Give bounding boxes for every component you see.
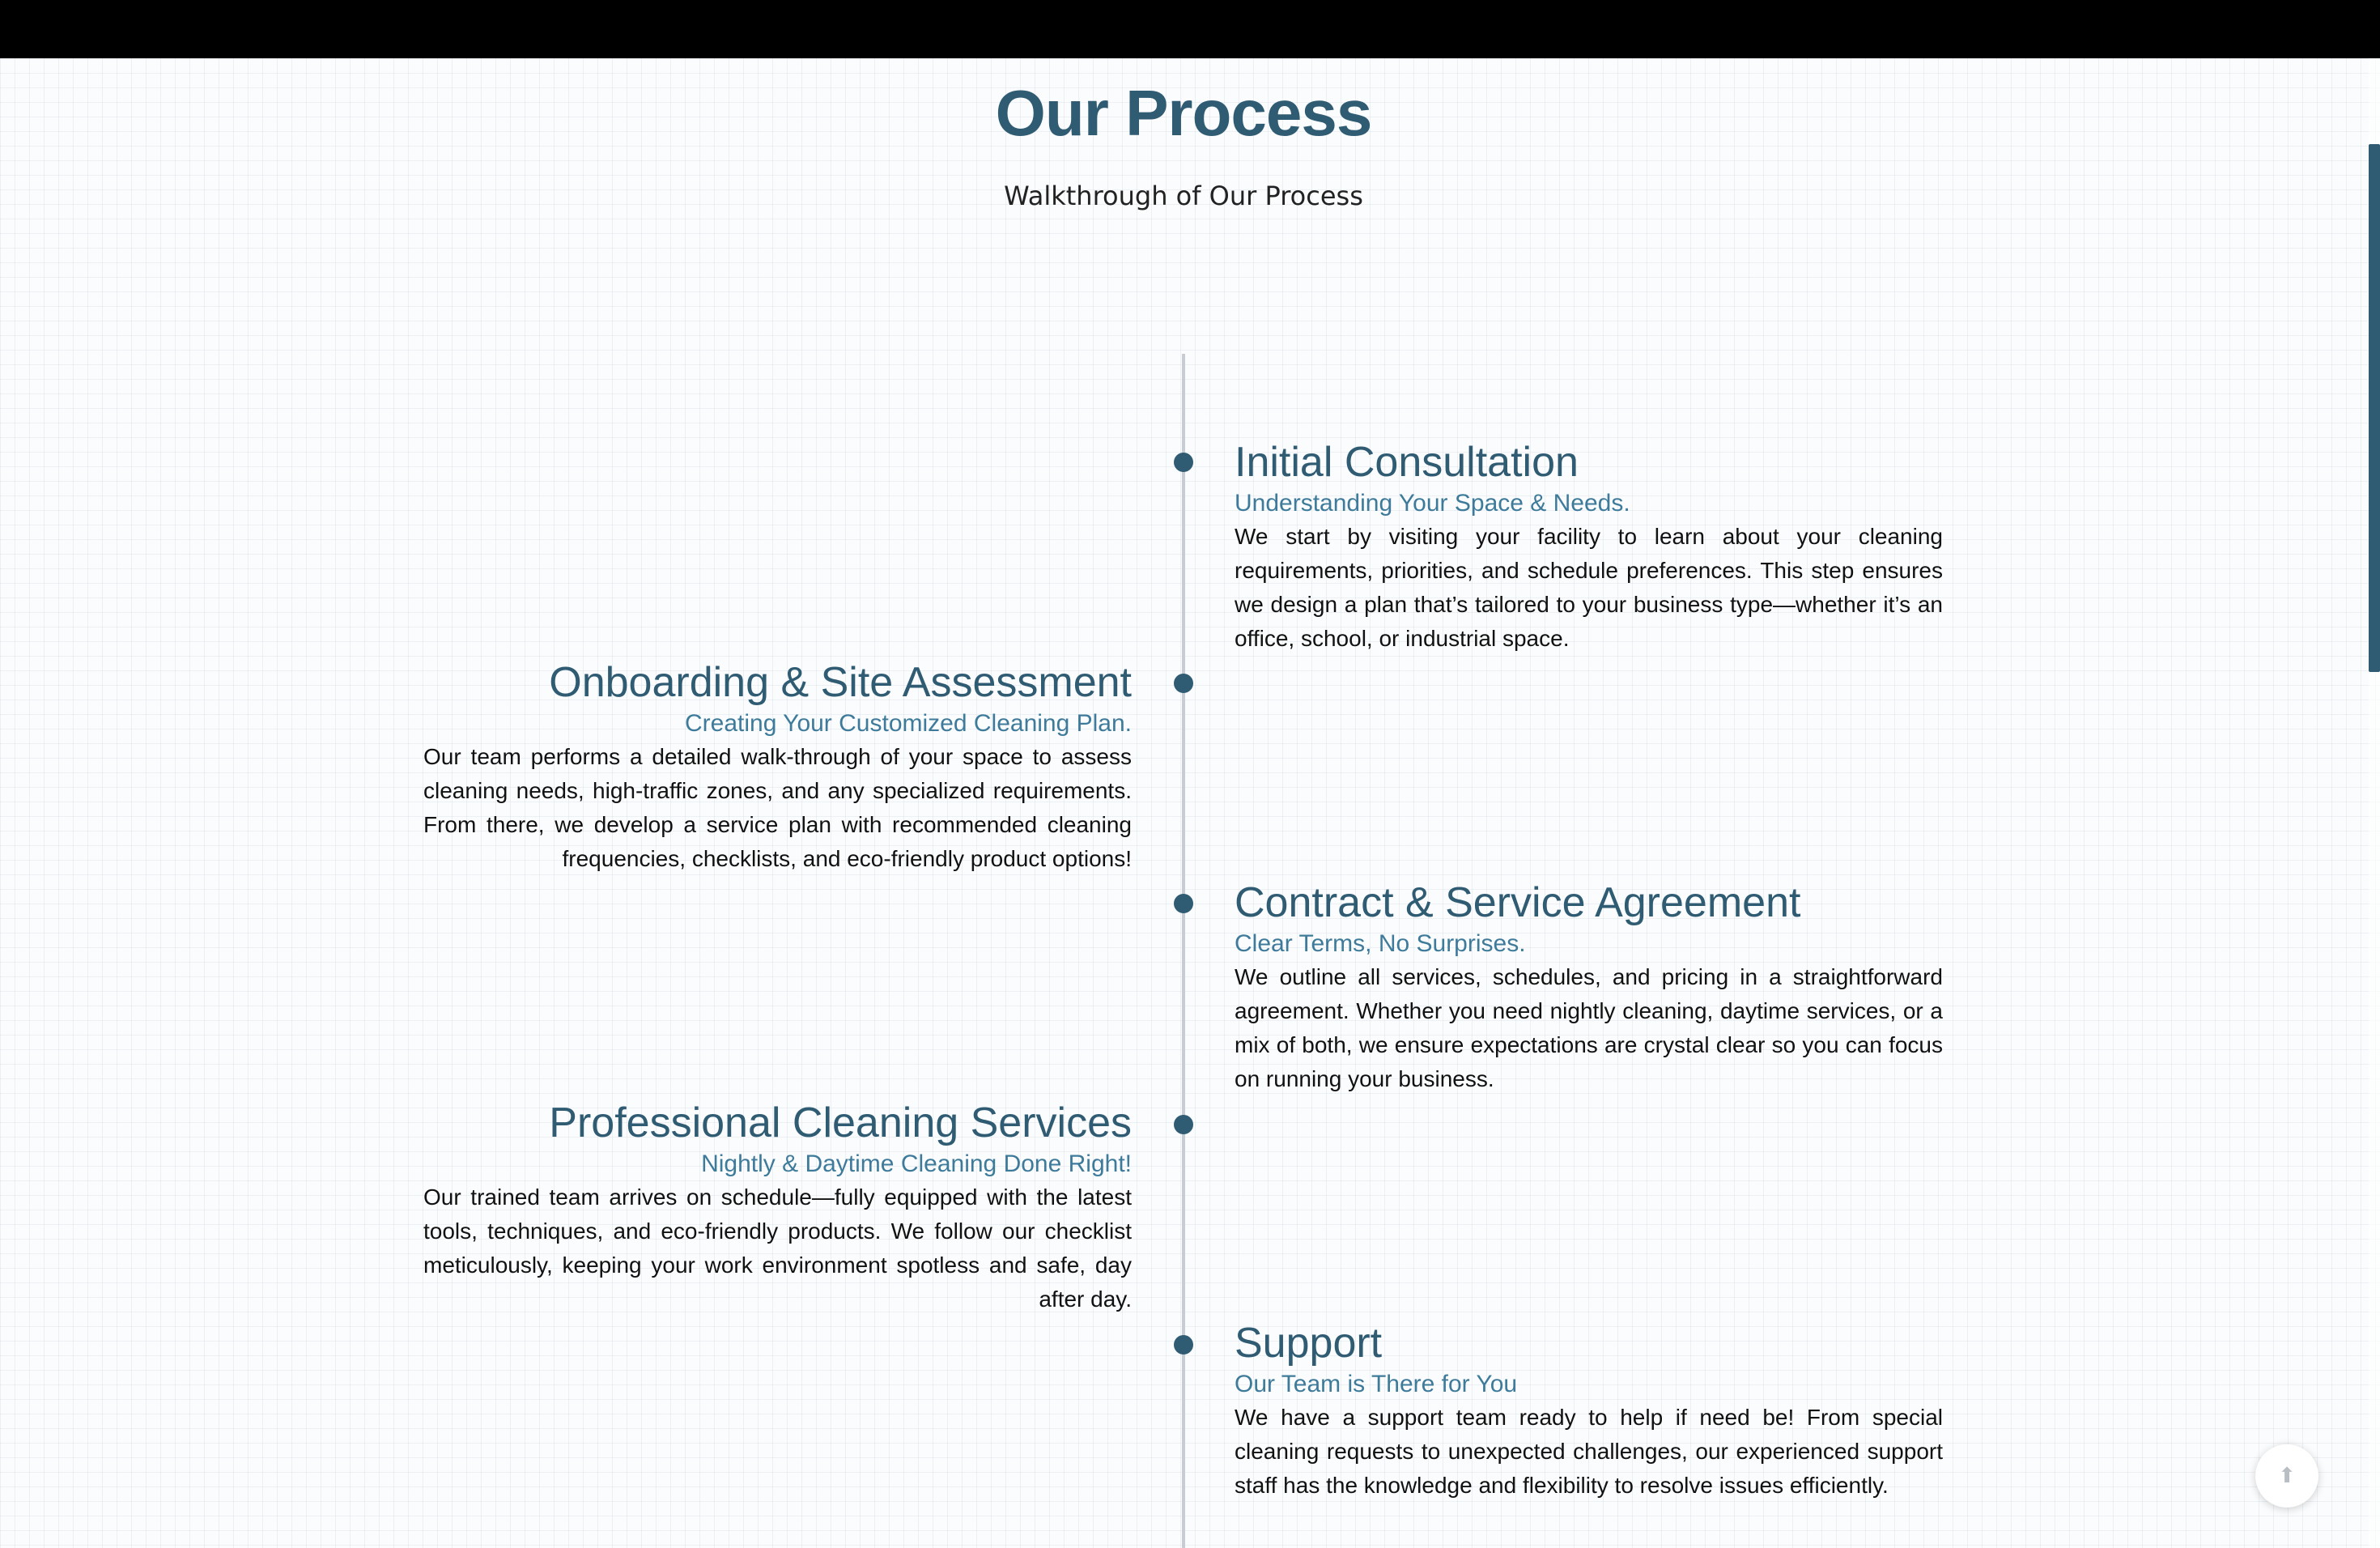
step-title: Initial Consultation [1235,439,1579,486]
page-subtitle: Walkthrough of Our Process [1004,181,1363,211]
timeline-dot-1 [1174,453,1193,472]
step-subtitle: Nightly & Daytime Cleaning Done Right! [701,1150,1132,1177]
scrollbar-thumb[interactable] [2369,144,2380,672]
timeline-dot-3 [1174,894,1193,913]
step-title: Onboarding & Site Assessment [549,659,1132,706]
step-description: Our team performs a detailed walk-through of your space to assess cleaning needs, high-traffic zones, and any specialized requirements. From there, we develop a service plan with recommended cleaning frequencies, checklists, and eco-friendly product options! [423,744,1132,871]
timeline-line [1182,354,1185,1548]
step-title: Support [1235,1320,1383,1367]
arrow-up-icon: ⬆ [2278,1464,2296,1488]
step-description: Our trained team arrives on schedule—fully equipped with the latest tools, techniques, and eco-friendly products. We follow our checklist meticulously, keeping your work environment spotless and safe, day after day. [423,1184,1132,1312]
step-subtitle: Understanding Your Space & Needs. [1235,490,1630,517]
step-description: We outline all services, schedules, and pricing in a straightforward agreement. Whether you need nightly cleaning, daytime services, or a mix of both, we ensure expectations are crystal clear so you can focus on running your business. [1235,964,1943,1091]
step-subtitle: Clear Terms, No Surprises. [1235,930,1526,957]
page-title: Our Process [995,77,1372,149]
timeline-step-support [1235,1318,1943,1503]
step-subtitle: Our Team is There for You [1235,1371,1518,1397]
timeline-dot-2 [1174,674,1193,693]
timeline-step-cleaning-services [423,1098,1132,1316]
browser-top-bar [0,0,2380,58]
timeline-dot-4 [1174,1115,1193,1134]
timeline-dot-5 [1174,1335,1193,1354]
step-description: We start by visiting your facility to learn about your cleaning requirements, priorities, and schedule preferences. This step ensures we design a plan that’s tailored to your business type—whether it’s an office, school, or industrial space. [1235,524,1943,651]
timeline-step-onboarding [423,657,1132,876]
step-description: We have a support team ready to help if need be! From special cleaning requests to unexpected challenges, our experienced support staff has the knowledge and flexibility to resolve issues efficiently. [1235,1405,1943,1498]
back-to-top-button[interactable] [2255,1444,2318,1508]
timeline-step-initial-consultation [1235,437,1943,656]
step-subtitle: Creating Your Customized Cleaning Plan. [685,710,1132,737]
step-title: Contract & Service Agreement [1235,879,1801,926]
step-title: Professional Cleaning Services [549,1099,1132,1146]
timeline-step-contract [1235,878,1943,1096]
